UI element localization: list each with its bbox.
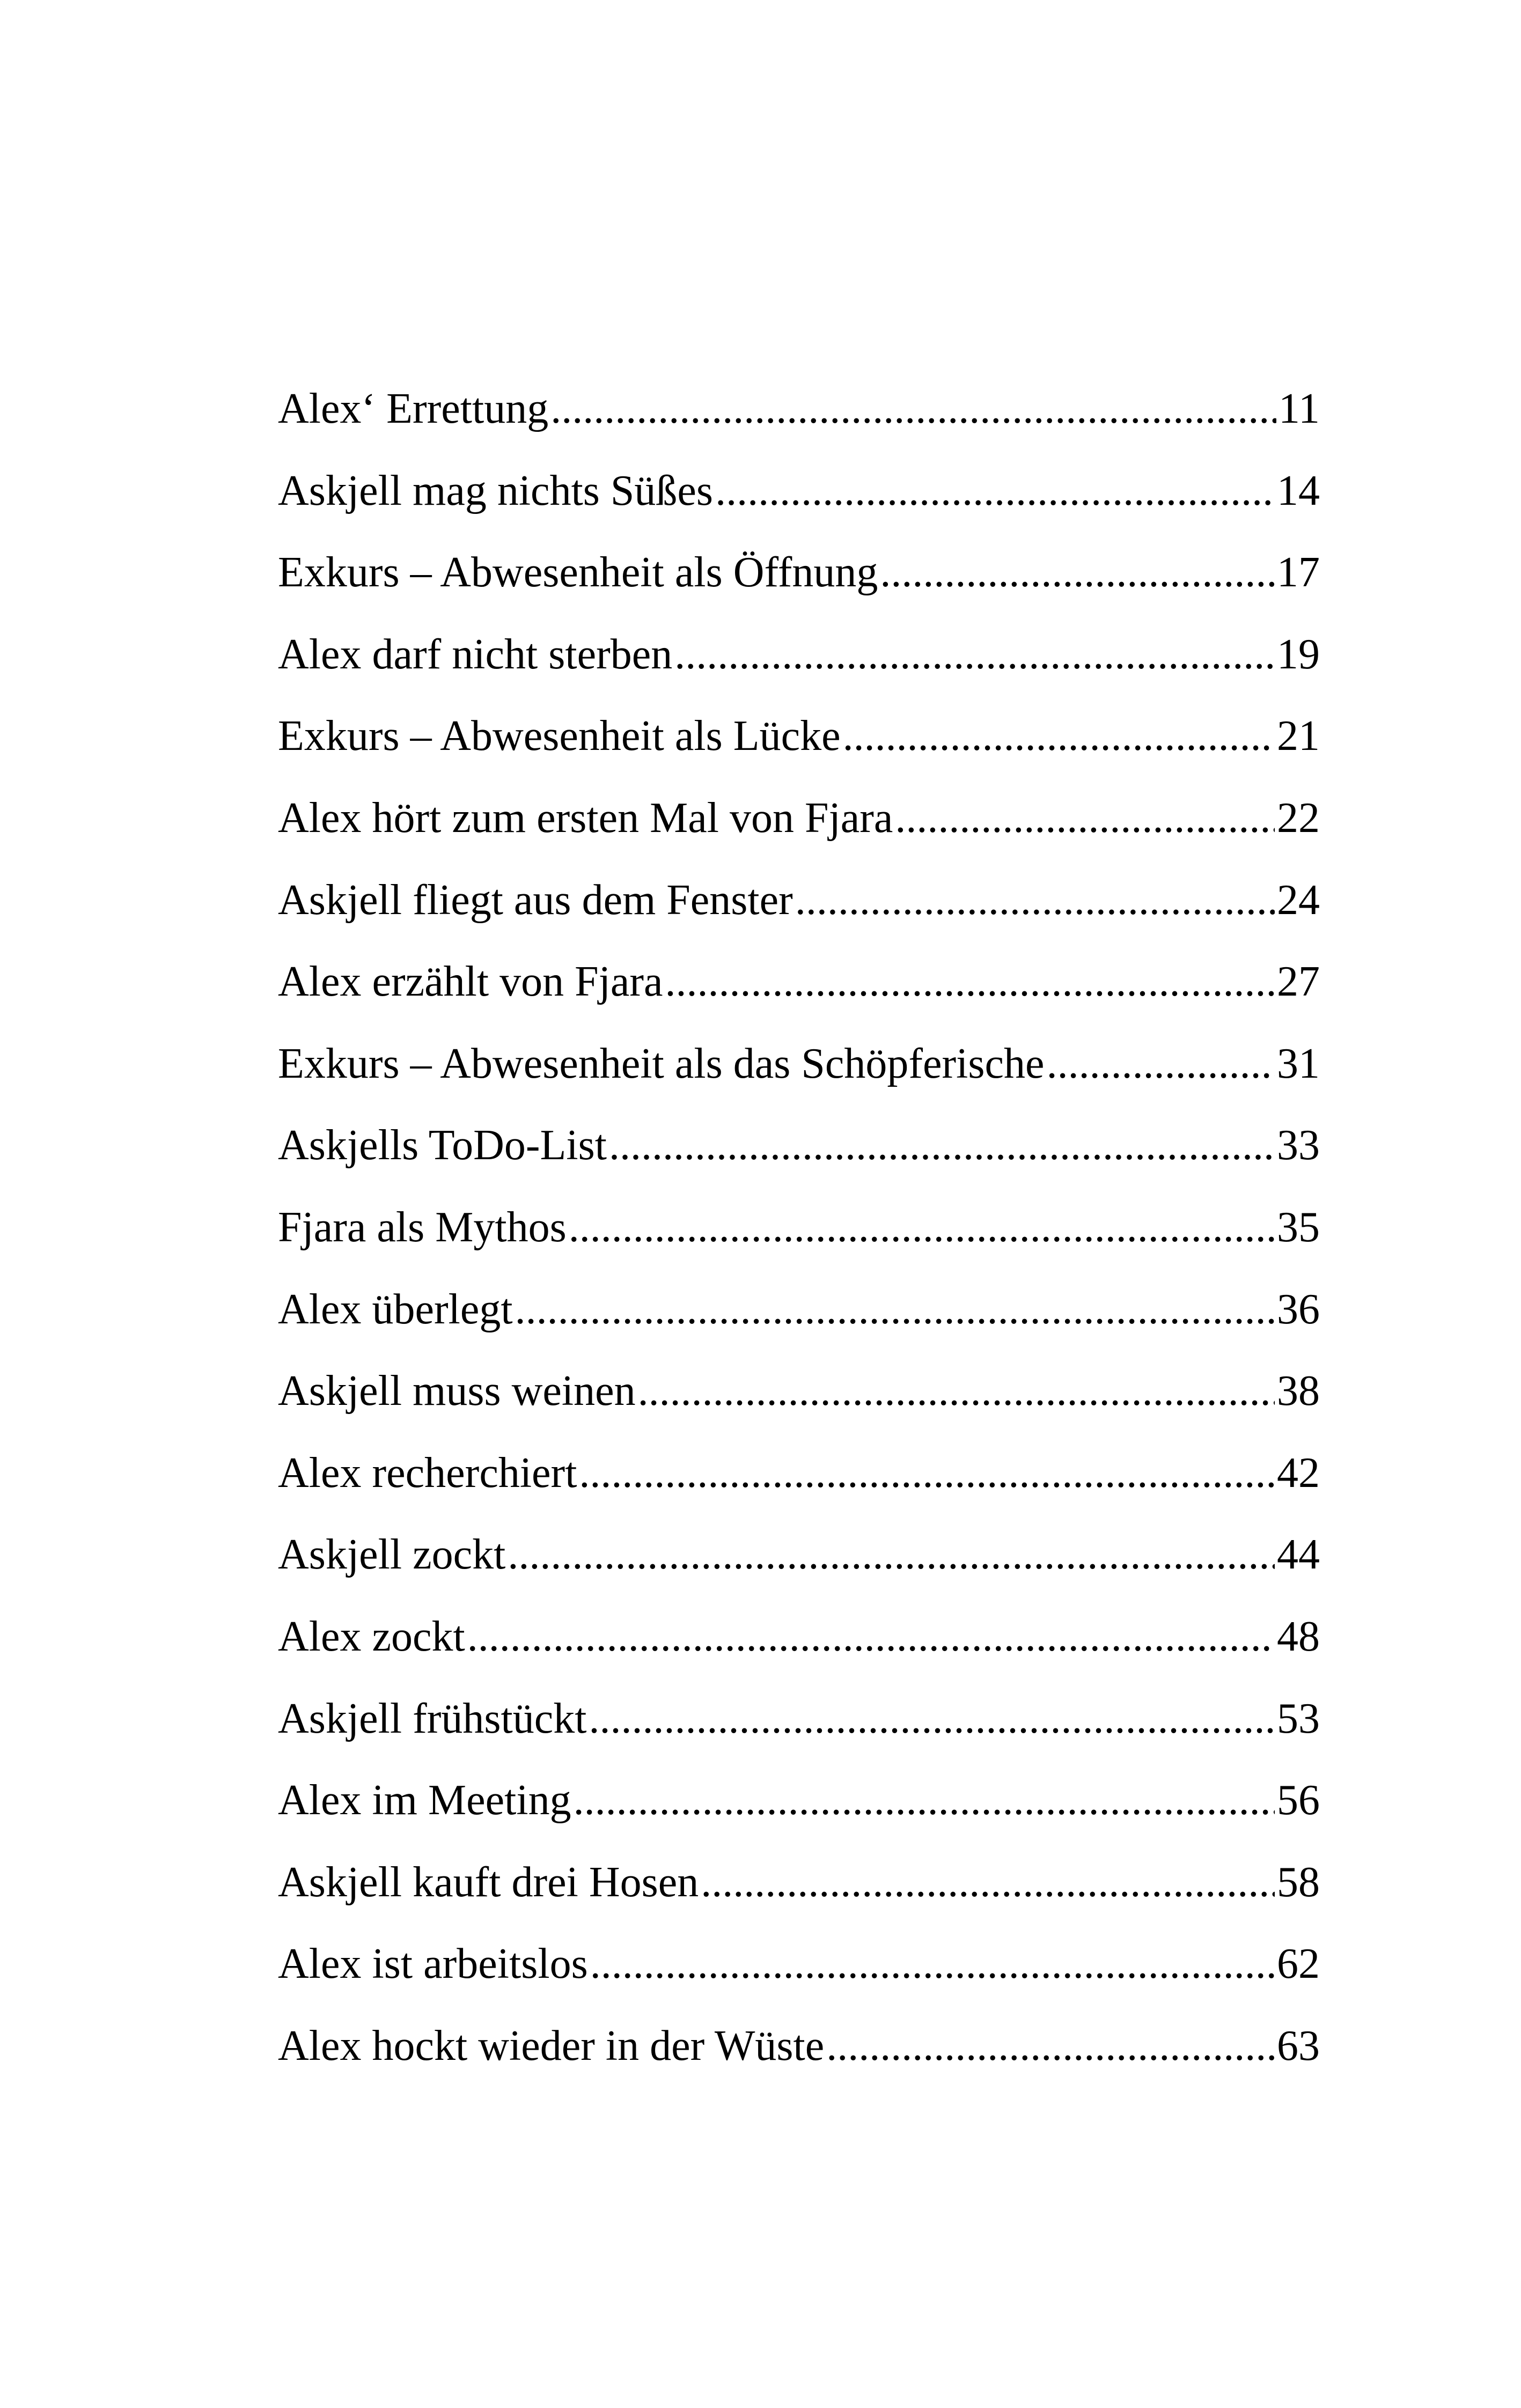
toc-entry-title: Askjell mag nichts Süßes (278, 467, 714, 514)
toc-entry[interactable] (278, 695, 1320, 777)
toc-entry-title: Exkurs – Abwesenheit als Öffnung (278, 549, 878, 597)
toc-entry[interactable] (278, 1842, 1320, 1924)
toc-entry[interactable] (278, 614, 1320, 696)
toc-entry[interactable] (278, 2005, 1320, 2087)
toc-dot-leader (1047, 1023, 1275, 1105)
toc-entry[interactable] (278, 532, 1320, 614)
toc-entry-title: Alex recherchiert (278, 1449, 577, 1497)
toc-dot-leader (674, 614, 1275, 696)
toc-entry-title: Alex erzählt von Fjara (278, 958, 663, 1006)
toc-dot-leader (701, 1842, 1275, 1924)
toc-dot-leader (569, 1187, 1275, 1269)
toc-entry-title: Exkurs – Abwesenheit als Lücke (278, 712, 841, 760)
toc-dot-leader (665, 941, 1275, 1023)
toc-entry-page-number: 14 (1277, 467, 1320, 514)
toc-entry-title: Askjell kauft drei Hosen (278, 1858, 699, 1906)
toc-entry-page-number: 24 (1277, 876, 1320, 924)
toc-entry-title: Fjara als Mythos (278, 1203, 567, 1251)
toc-entry-page-number: 27 (1277, 958, 1320, 1006)
toc-dot-leader (638, 1350, 1275, 1432)
toc-entry[interactable] (278, 1350, 1320, 1432)
toc-entry[interactable] (278, 368, 1320, 450)
toc-dot-leader (508, 1514, 1275, 1596)
toc-entry-page-number: 11 (1278, 385, 1320, 432)
toc-entry[interactable] (278, 859, 1320, 941)
toc-entry-title: Alex hockt wieder in der Wüste (278, 2022, 825, 2070)
toc-entry[interactable] (278, 1596, 1320, 1678)
toc-entry[interactable] (278, 941, 1320, 1023)
toc-entry-page-number: 42 (1277, 1449, 1320, 1497)
toc-dot-leader (590, 1923, 1275, 2005)
toc-entry[interactable] (278, 1023, 1320, 1105)
toc-dot-leader (826, 2005, 1275, 2087)
toc-entry-page-number: 56 (1277, 1777, 1320, 1824)
toc-entry-page-number: 17 (1277, 549, 1320, 597)
toc-entry-page-number: 33 (1277, 1122, 1320, 1169)
toc-entry-page-number: 53 (1277, 1695, 1320, 1742)
toc-dot-leader (715, 450, 1275, 532)
toc-entry-page-number: 58 (1277, 1858, 1320, 1906)
toc-entry[interactable] (278, 1514, 1320, 1596)
toc-entry-page-number: 63 (1277, 2022, 1320, 2070)
toc-dot-leader (880, 532, 1275, 614)
toc-entry-page-number: 21 (1277, 712, 1320, 760)
toc-entry-title: Alex‘ Errettung (278, 385, 549, 432)
toc-entry-title: Askjell zockt (278, 1531, 506, 1579)
toc-entry-page-number: 36 (1277, 1285, 1320, 1333)
toc-entry-page-number: 31 (1277, 1040, 1320, 1087)
toc-entry-title: Exkurs – Abwesenheit als das Schöpferische (278, 1040, 1045, 1087)
toc-entry-page-number: 48 (1277, 1612, 1320, 1660)
toc-dot-leader (589, 1678, 1275, 1760)
toc-entry-title: Askjell muss weinen (278, 1367, 636, 1415)
toc-entry[interactable] (278, 1104, 1320, 1187)
toc-entry-title: Alex überlegt (278, 1285, 513, 1333)
toc-entry[interactable] (278, 1759, 1320, 1842)
toc-dot-leader (550, 368, 1276, 450)
toc-entry[interactable] (278, 1678, 1320, 1760)
toc-entry-page-number: 22 (1277, 794, 1320, 842)
toc-entry[interactable] (278, 1269, 1320, 1351)
table-of-contents (278, 368, 1320, 2087)
toc-entry-title: Askjell frühstückt (278, 1695, 587, 1742)
toc-entry[interactable] (278, 450, 1320, 532)
toc-entry-page-number: 62 (1277, 1940, 1320, 1988)
toc-entry-title: Askjells ToDo-List (278, 1122, 607, 1169)
toc-entry-title: Alex im Meeting (278, 1777, 571, 1824)
toc-dot-leader (515, 1269, 1275, 1351)
toc-dot-leader (609, 1104, 1275, 1187)
toc-entry-page-number: 19 (1277, 630, 1320, 678)
toc-entry[interactable] (278, 1923, 1320, 2005)
toc-entry-page-number: 38 (1277, 1367, 1320, 1415)
toc-entry-title: Alex hört zum ersten Mal von Fjara (278, 794, 893, 842)
toc-entry-page-number: 35 (1277, 1203, 1320, 1251)
toc-entry[interactable] (278, 1432, 1320, 1514)
toc-entry-page-number: 44 (1277, 1531, 1320, 1579)
toc-dot-leader (843, 695, 1275, 777)
toc-entry-title: Askjell fliegt aus dem Fenster (278, 876, 793, 924)
toc-dot-leader (574, 1759, 1275, 1842)
toc-dot-leader (467, 1596, 1275, 1678)
toc-entry[interactable] (278, 1187, 1320, 1269)
toc-entry-title: Alex ist arbeitslos (278, 1940, 588, 1988)
toc-entry-title: Alex darf nicht sterben (278, 630, 673, 678)
toc-dot-leader (579, 1432, 1275, 1514)
toc-entry-title: Alex zockt (278, 1612, 465, 1660)
toc-dot-leader (795, 859, 1275, 941)
toc-dot-leader (895, 777, 1275, 859)
toc-entry[interactable] (278, 777, 1320, 859)
